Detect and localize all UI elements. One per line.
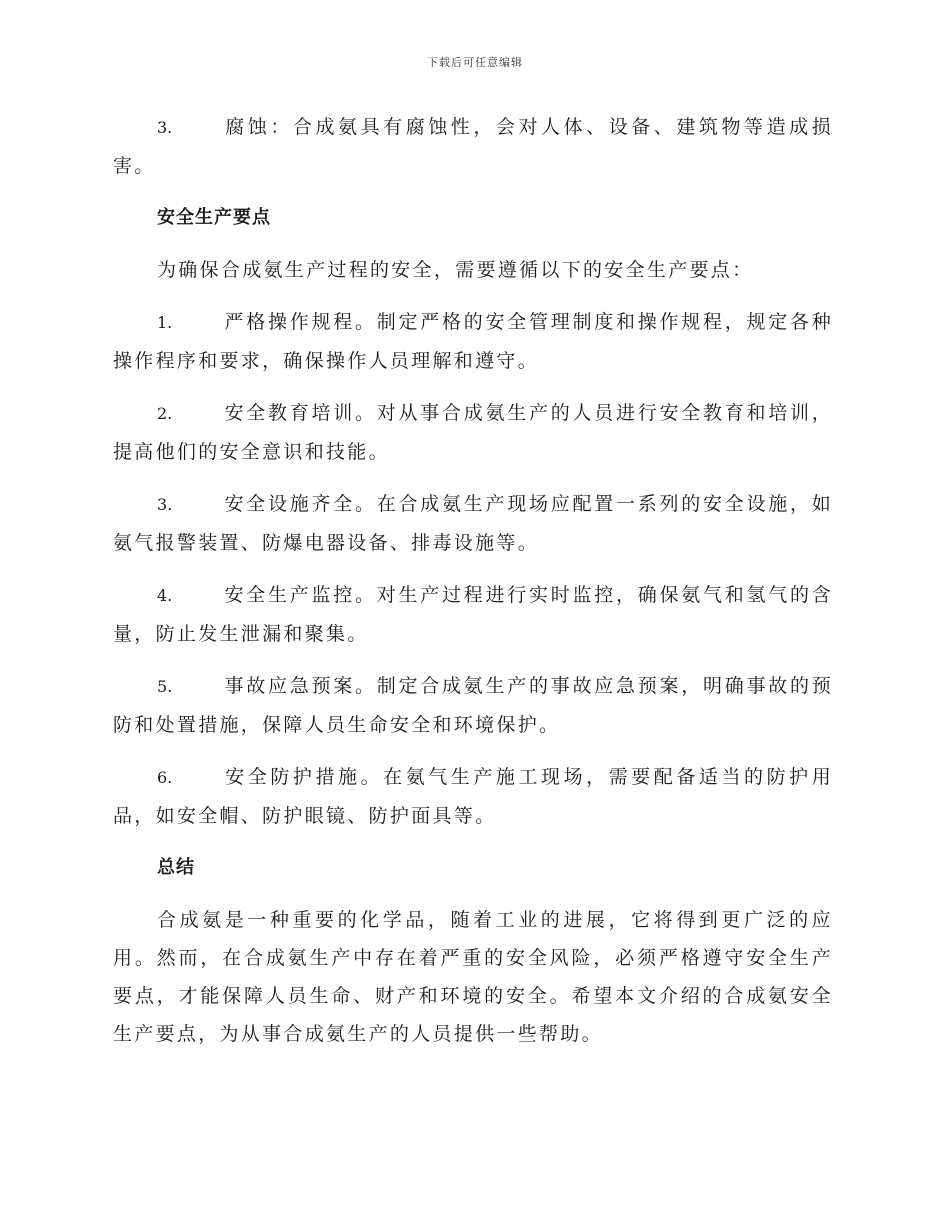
list-item [113, 758, 833, 835]
document-body [113, 108, 833, 1067]
list-text: 严格操作规程。制定严格的安全管理制度和操作规程，规定各种操作程序和要求，确保操作人员理解和遵守。 [113, 311, 833, 372]
list-item [113, 576, 833, 653]
summary-paragraph: 合成氨是一种重要的化学品，随着工业的进展，它将得到更广泛的应用。然而，在合成氨生产中存在着严重的安全风险，必须严格遵守安全生产要点，才能保障人员生命、财产和环境的安全。希望本文介绍的合成氨安全生产要点，为从事合成氨生产的人员提供一些帮助。 [113, 909, 833, 1045]
list-number: 4. [157, 586, 173, 605]
list-item [113, 485, 833, 562]
list-item [113, 394, 833, 471]
list-number: 5. [157, 677, 173, 696]
section-heading-safety: 安全生产要点 [157, 207, 271, 228]
list-number: 2. [157, 404, 173, 423]
list-item [113, 108, 833, 185]
page-header: 下载后可任意编辑 [427, 56, 523, 69]
section-heading-summary: 总结 [157, 857, 195, 878]
list-text: 事故应急预案。制定合成氨生产的事故应急预案，明确事故的预防和处置措施，保障人员生命安全和环境保护。 [113, 675, 833, 736]
list-number: 3. [157, 118, 173, 137]
list-text: 安全防护措施。在氨气生产施工现场，需要配备适当的防护用品，如安全帽、防护眼镜、防护面具等。 [113, 766, 833, 827]
list-number: 1. [157, 313, 173, 332]
list-text: 安全教育培训。对从事合成氨生产的人员进行安全教育和培训，提高他们的安全意识和技能。 [113, 402, 833, 463]
list-number: 3. [157, 495, 173, 514]
list-item [113, 303, 833, 380]
list-text: 安全设施齐全。在合成氨生产现场应配置一系列的安全设施，如氨气报警装置、防爆电器设备、排毒设施等。 [113, 493, 833, 554]
list-item [113, 667, 833, 744]
list-text: 腐蚀：合成氨具有腐蚀性，会对人体、设备、建筑物等造成损害。 [113, 116, 833, 177]
list-number: 6. [157, 768, 173, 787]
list-text: 安全生产监控。对生产过程进行实时监控，确保氨气和氢气的含量，防止发生泄漏和聚集。 [113, 584, 833, 645]
section-intro: 为确保合成氨生产过程的安全，需要遵循以下的安全生产要点： [157, 259, 754, 281]
